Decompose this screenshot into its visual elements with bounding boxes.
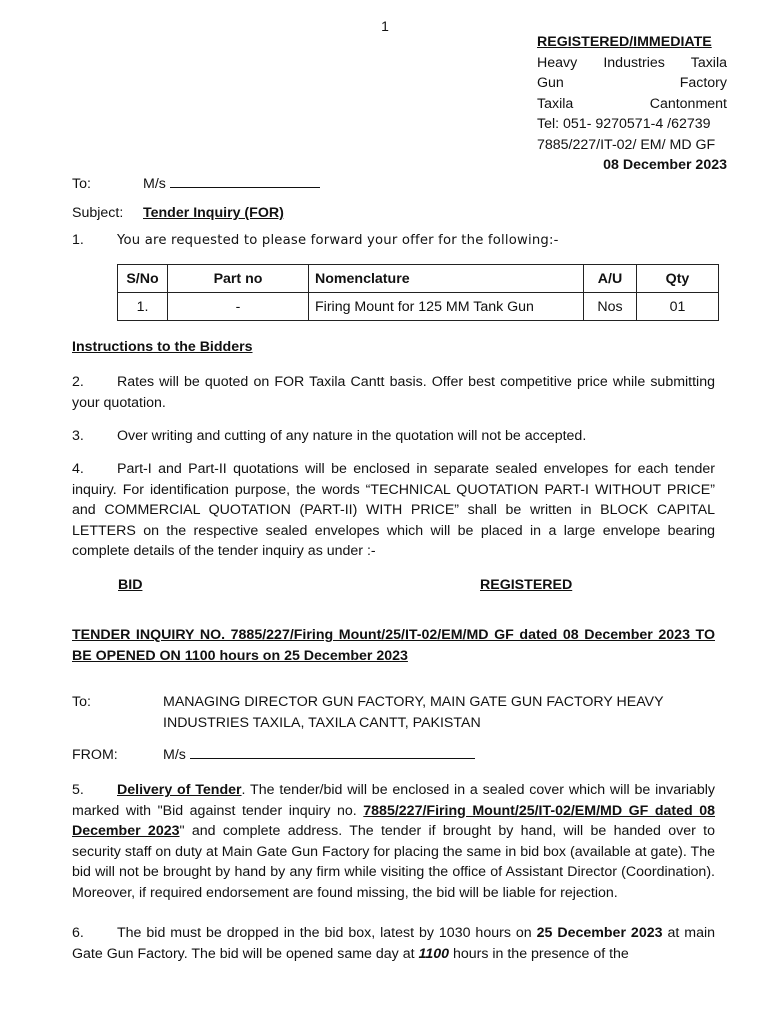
tender-inquiry-line: TENDER INQUIRY NO. 7885/227/Firing Mount/25/IT-02/EM/MD GF dated 08 December 2023 TO BE OPENED ON 1100 hours on 25 December 2023 [72,627,715,664]
para-5-title: Delivery of Tender [117,782,242,798]
para-1-number: 1. [72,232,84,248]
table-row [118,293,719,321]
paragraph-2 [72,372,715,413]
para-2-text: Rates will be quoted on FOR Taxila Cantt basis. Offer best competitive price while submitting your quotation. [72,374,715,411]
paragraph-3 [72,426,715,447]
subject-value: Tender Inquiry (FOR) [143,205,284,221]
para-4-number: 4. [72,461,84,477]
telephone: Tel: 051- 9270571-4 /62739 [537,116,711,132]
letter-date: 08 December 2023 [603,157,727,173]
paragraph-1 [72,232,715,248]
para-1-text: You are requested to please forward your offer for the following:- [117,233,559,248]
para-5-text-1: . The tender/bid will be enclosed in a sealed cover which will be invariably marked with "Bid against tender inquiry no. [72,782,716,819]
para-6-number: 6. [72,925,84,941]
envelope-from-label: FROM: [72,747,118,763]
table-header-au: A/U [584,265,637,293]
table-header-row [118,265,719,293]
envelope-to [72,692,715,733]
table-header-sno: S/No [118,265,168,293]
envelope-from-value: M/s [163,747,186,763]
table-cell-nomenclature: Firing Mount for 125 MM Tank Gun [309,293,584,321]
items-table [117,264,719,321]
from-blank [190,745,475,759]
para-2-number: 2. [72,374,84,390]
para-4-text: Part-I and Part-II quotations will be enclosed in separate sealed envelopes for each tender inquiry. For identification purpose, the words “TECHNICAL QUOTATION PART-I WITHOUT PRICE” and COMMERCIAL QUOTATION (PART-II) WITH PRICE” shall be written in BLOCK CAPITAL LETTERS on the respective sealed envelopes which will be placed in a large envelope bearing complete details of the tender inquiry as under :- [72,461,715,559]
envelope-to-address: MANAGING DIRECTOR GUN FACTORY, MAIN GATE GUN FACTORY HEAVY INDUSTRIES TAXILA, TAXILA CANTT, PAKISTAN [163,694,664,731]
table-cell-sno: 1. [118,293,168,321]
para-3-text: Over writing and cutting of any nature in the quotation will not be accepted. [117,428,587,444]
to-blank [170,174,320,188]
paragraph-5 [72,780,715,903]
envelope-from [72,745,715,763]
subject-line [72,205,715,221]
para-6-text-1: The bid must be dropped in the bid box, latest by 1030 hours on [117,925,537,941]
para-5-text-2: " and complete address. The tender if brought by hand, will be handed over to security staff on duty at Main Gate Gun Factory for placing the same in bid box (available at gate). The bid will not be brought by hand by any firm while visiting the office of Assistant Director (Coordination). Moreover, if required endorsement are found missing, the bid will be liable for rejection. [72,823,715,901]
para-5-reference: 7885/227/Firing Mount/25/IT-02/EM/MD GF dated 08 December 2023 [72,802,716,839]
to-label: To: [72,176,91,192]
table-cell-part-no: - [168,293,309,321]
bid-label: BID [118,577,143,593]
page-number: 1 [381,18,389,34]
table-cell-au: Nos [584,293,637,321]
to-line [72,174,715,192]
envelope-to-label: To: [72,694,91,710]
para-6-time: 1100 [418,945,449,962]
registered-label: REGISTERED [480,577,573,593]
para-3-number: 3. [72,428,84,444]
sender-address-block [537,32,727,176]
address-line-3: Taxila Cantonment [537,95,727,112]
reference-number: 7885/227/IT-02/ EM/ MD GF [537,136,716,153]
table-header-qty: Qty [637,265,719,293]
address-line-1: Heavy Industries Taxila [537,54,727,71]
instructions-heading: Instructions to the Bidders [72,339,253,355]
table-header-nomenclature: Nomenclature [309,265,584,293]
to-value: M/s [143,176,166,192]
paragraph-6 [72,923,715,964]
para-6-text-3: hours in the presence of the [449,945,629,962]
subject-label: Subject: [72,205,124,221]
table-header-part-no: Part no [168,265,309,293]
para-5-number: 5. [72,782,84,798]
para-6-date: 25 December 2023 [536,925,663,941]
paragraph-4 [72,459,715,562]
registered-immediate-label: REGISTERED/IMMEDIATE [537,34,712,50]
para-6-text-2: at main Gate Gun Factory. The bid will be opened same day at [72,925,715,962]
address-line-2: Gun Factory [537,75,727,91]
table-cell-qty: 01 [637,293,719,321]
